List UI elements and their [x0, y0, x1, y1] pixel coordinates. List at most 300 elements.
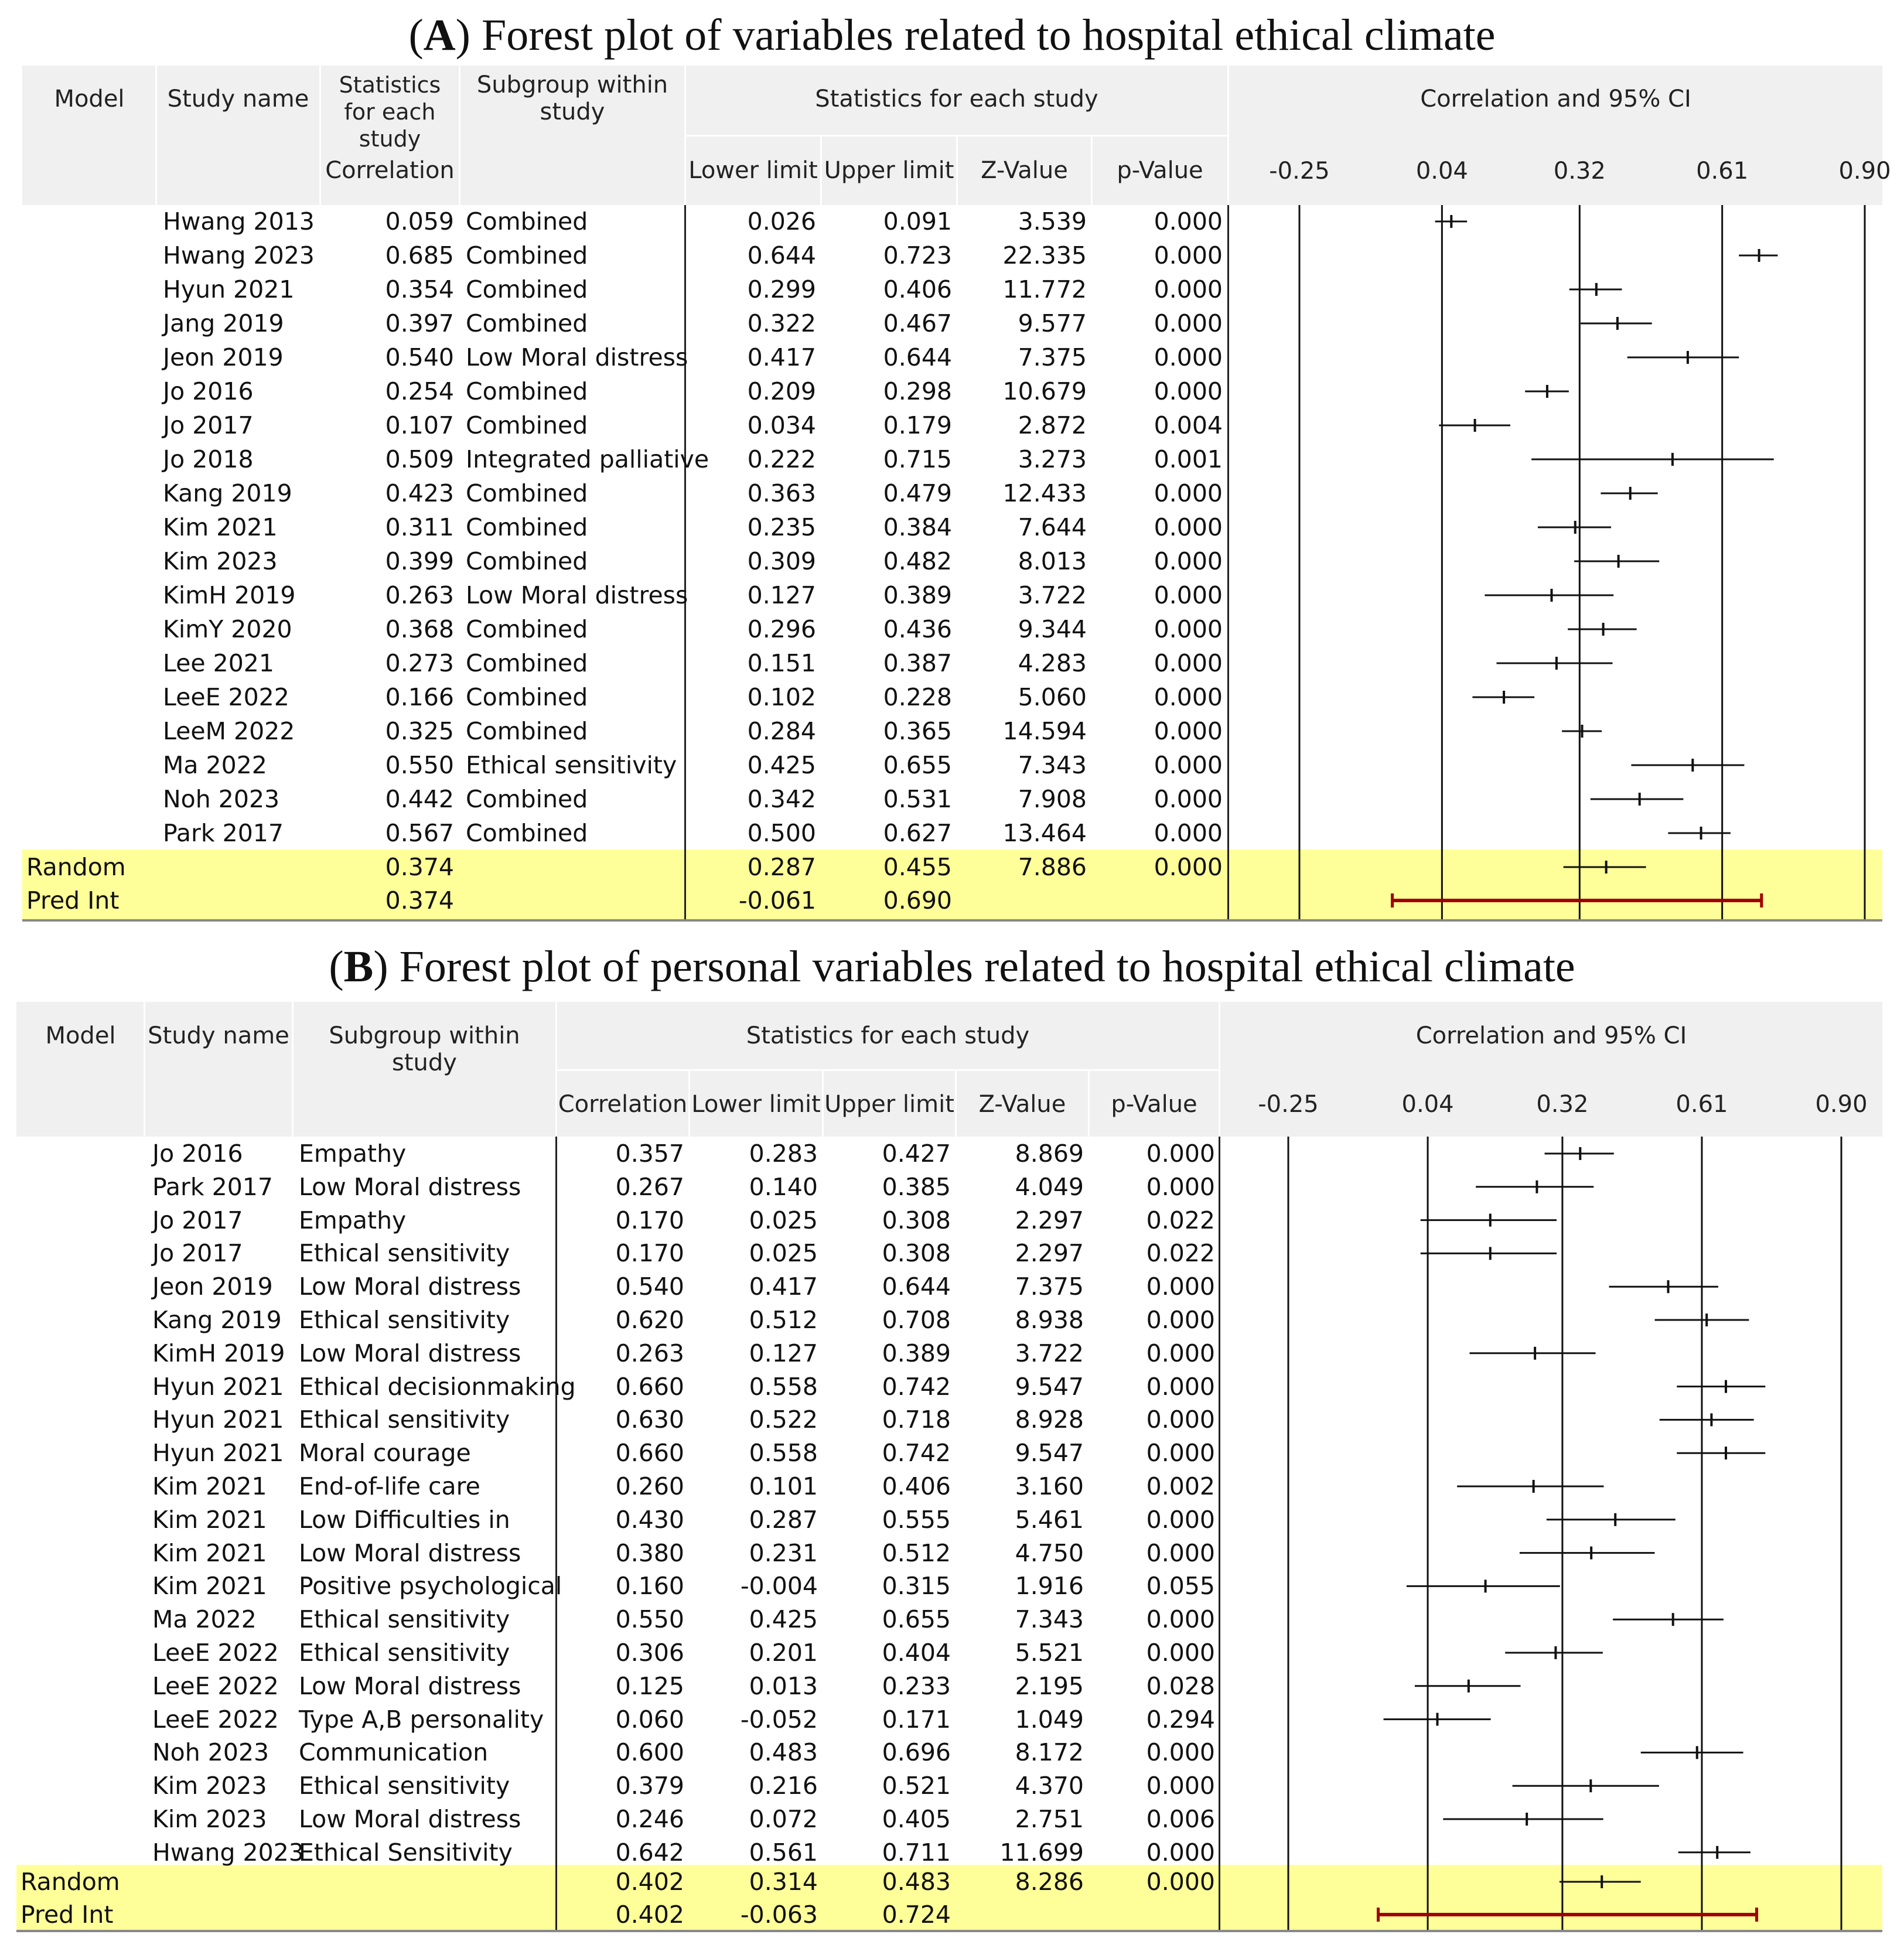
cell-study-name: Kim 2021 — [152, 1472, 267, 1500]
cell-upper-limit: 0.308 — [882, 1206, 951, 1234]
cell-z-value: 7.644 — [1018, 513, 1087, 541]
cell-subgroup: Communication — [299, 1738, 489, 1767]
cell-subgroup: Ethical Sensitivity — [299, 1838, 513, 1867]
cell-subgroup: Low Moral distress — [299, 1671, 521, 1700]
cell-lower-limit: 0.034 — [747, 411, 816, 439]
cell-subgroup: Ethical sensitivity — [299, 1605, 510, 1634]
cell-correlation: 0.246 — [615, 1805, 684, 1833]
cell-study-name: Kim 2023 — [152, 1805, 267, 1833]
cell-upper-limit: 0.512 — [882, 1538, 951, 1567]
panel-b-letter: B — [343, 942, 374, 991]
cell-subgroup: Ethical sensitivity — [299, 1306, 510, 1334]
cell-z-value: 9.547 — [1015, 1439, 1084, 1468]
cell-subgroup: Combined — [466, 479, 588, 507]
header-subgroup: Subgroup within study — [476, 71, 668, 125]
cell-study-name: Jeon 2019 — [152, 1272, 273, 1301]
cell-z-value: 13.464 — [1002, 819, 1087, 847]
cell-lower-limit: 0.151 — [747, 649, 816, 677]
cell-correlation: 0.630 — [615, 1405, 684, 1434]
cell-upper-limit: 0.711 — [882, 1838, 951, 1867]
panel-a-title-text: Forest plot of variables related to hospital ethical climate — [481, 11, 1496, 60]
cell-lower-limit: 0.558 — [749, 1439, 818, 1468]
header-b-correlation: Correlation — [558, 1091, 688, 1118]
summary-corr: 0.402 — [615, 1868, 684, 1896]
cell-lower-limit: 0.425 — [747, 751, 816, 779]
cell-z-value: 11.699 — [999, 1838, 1084, 1867]
cell-correlation: 0.311 — [385, 513, 454, 541]
cell-study-name: KimH 2019 — [152, 1339, 285, 1367]
cell-study-name: Jo 2017 — [163, 411, 254, 439]
cell-study-name: Kim 2021 — [152, 1505, 267, 1534]
cell-study-name: Jo 2017 — [152, 1239, 243, 1268]
cell-z-value: 9.577 — [1018, 309, 1087, 337]
cell-upper-limit: 0.298 — [883, 377, 952, 405]
cell-subgroup: Low Moral distress — [466, 343, 688, 371]
cell-p-value: 0.000 — [1146, 1772, 1215, 1800]
panel-a-letter: A — [423, 11, 456, 60]
cell-lower-limit: 0.363 — [747, 479, 816, 507]
summary-z: 8.286 — [1015, 1868, 1084, 1896]
cell-p-value: 0.000 — [1146, 1738, 1215, 1767]
cell-subgroup: Low Moral distress — [299, 1538, 521, 1567]
cell-z-value: 9.344 — [1018, 615, 1087, 643]
cell-lower-limit: 0.561 — [749, 1838, 818, 1867]
cell-study-name: Hwang 2013 — [163, 207, 315, 236]
cell-study-name: Noh 2023 — [152, 1738, 269, 1767]
cell-p-value: 0.000 — [1154, 751, 1223, 779]
cell-correlation: 0.540 — [615, 1272, 684, 1301]
cell-lower-limit: 0.342 — [747, 785, 816, 813]
summary-corr: 0.402 — [615, 1901, 684, 1929]
cell-z-value: 7.343 — [1015, 1605, 1084, 1634]
summary-label: Pred Int — [26, 886, 120, 915]
cell-lower-limit: 0.283 — [749, 1140, 818, 1168]
summary-label: Random — [26, 853, 126, 881]
cell-study-name: Hyun 2021 — [152, 1439, 284, 1468]
cell-correlation: 0.170 — [615, 1206, 684, 1234]
axis-tick-label: 0.90 — [1815, 1091, 1868, 1118]
axis-tick-label: 0.61 — [1696, 158, 1749, 185]
cell-upper-limit: 0.406 — [883, 275, 952, 303]
cell-correlation: 0.263 — [385, 581, 454, 609]
cell-p-value: 0.000 — [1154, 377, 1223, 405]
cell-lower-limit: 0.201 — [749, 1639, 818, 1667]
cell-upper-limit: 0.405 — [882, 1805, 951, 1833]
cell-lower-limit: 0.417 — [749, 1272, 818, 1301]
cell-study-name: Kang 2019 — [152, 1306, 282, 1334]
cell-study-name: Kang 2019 — [163, 479, 292, 507]
cell-upper-limit: 0.531 — [883, 785, 952, 813]
axis-tick-label: 0.04 — [1415, 158, 1468, 185]
cell-upper-limit: 0.696 — [882, 1738, 951, 1767]
cell-correlation: 0.550 — [385, 751, 454, 779]
cell-p-value: 0.000 — [1146, 1272, 1215, 1301]
cell-study-name: Ma 2022 — [152, 1605, 257, 1634]
cell-subgroup: Integrated palliative — [466, 445, 709, 473]
cell-z-value: 7.375 — [1018, 343, 1087, 371]
header-b-subgroup: Subgroup within study — [329, 1022, 520, 1076]
cell-upper-limit: 0.521 — [882, 1772, 951, 1800]
header-b-lower-limit: Lower limit — [691, 1091, 821, 1118]
cell-subgroup: Low Moral distress — [299, 1172, 521, 1201]
cell-p-value: 0.022 — [1146, 1239, 1215, 1268]
cell-p-value: 0.000 — [1146, 1339, 1215, 1367]
cell-study-name: Jo 2016 — [152, 1140, 243, 1168]
cell-study-name: Kim 2021 — [163, 513, 278, 541]
cell-p-value: 0.000 — [1154, 309, 1223, 337]
cell-z-value: 2.297 — [1015, 1239, 1084, 1268]
cell-lower-limit: 0.500 — [747, 819, 816, 847]
cell-z-value: 8.013 — [1018, 547, 1087, 575]
cell-upper-limit: 0.655 — [882, 1605, 951, 1634]
cell-lower-limit: 0.101 — [749, 1472, 818, 1500]
cell-upper-limit: 0.228 — [883, 683, 952, 711]
cell-subgroup: Moral courage — [299, 1439, 471, 1468]
axis-tick-label: 0.32 — [1553, 158, 1606, 185]
cell-study-name: KimH 2019 — [163, 581, 296, 609]
cell-correlation: 0.273 — [385, 649, 454, 677]
cell-upper-limit: 0.171 — [882, 1705, 951, 1734]
cell-subgroup: Low Difficulties in — [299, 1505, 510, 1534]
cell-z-value: 4.049 — [1015, 1172, 1084, 1201]
cell-z-value: 7.375 — [1015, 1272, 1084, 1301]
cell-correlation: 0.660 — [615, 1439, 684, 1468]
cell-subgroup: Combined — [466, 683, 588, 711]
cell-lower-limit: 0.512 — [749, 1306, 818, 1334]
cell-lower-limit: 0.127 — [747, 581, 816, 609]
cell-correlation: 0.160 — [615, 1572, 684, 1601]
header-b-model: Model — [45, 1022, 116, 1049]
cell-lower-limit: 0.483 — [749, 1738, 818, 1767]
cell-correlation: 0.263 — [615, 1339, 684, 1367]
summary-upper: 0.483 — [882, 1868, 951, 1896]
cell-correlation: 0.125 — [615, 1671, 684, 1700]
cell-lower-limit: 0.025 — [749, 1206, 818, 1234]
cell-subgroup: Low Moral distress — [299, 1272, 521, 1301]
cell-z-value: 8.869 — [1015, 1140, 1084, 1168]
cell-upper-limit: 0.644 — [882, 1272, 951, 1301]
cell-upper-limit: 0.723 — [883, 241, 952, 269]
cell-upper-limit: 0.627 — [883, 819, 952, 847]
cell-lower-limit: 0.013 — [749, 1671, 818, 1700]
cell-lower-limit: -0.004 — [740, 1572, 818, 1601]
panel-b-title-text: Forest plot of personal variables related to hospital ethical climate — [399, 942, 1575, 991]
cell-correlation: 0.060 — [615, 1705, 684, 1734]
cell-upper-limit: 0.718 — [882, 1405, 951, 1434]
summary-z: 7.886 — [1018, 853, 1087, 881]
cell-lower-limit: 0.102 — [747, 683, 816, 711]
cell-lower-limit: 0.025 — [749, 1239, 818, 1268]
cell-study-name: Hwang 2023 — [163, 241, 315, 269]
axis-tick-label: 0.04 — [1401, 1091, 1454, 1118]
cell-correlation: 0.059 — [385, 207, 454, 236]
summary-lower: -0.063 — [740, 1901, 818, 1929]
cell-z-value: 9.547 — [1015, 1372, 1084, 1401]
cell-p-value: 0.000 — [1146, 1639, 1215, 1667]
cell-lower-limit: 0.417 — [747, 343, 816, 371]
cell-subgroup: Combined — [466, 411, 588, 439]
summary-p: 0.000 — [1154, 853, 1223, 881]
cell-correlation: 0.107 — [385, 411, 454, 439]
cell-subgroup: Ethical sensitivity — [299, 1639, 510, 1667]
cell-subgroup: Positive psychological — [299, 1572, 562, 1601]
summary-corr: 0.374 — [385, 853, 454, 881]
cell-subgroup: Combined — [466, 785, 588, 813]
cell-upper-limit: 0.387 — [883, 649, 952, 677]
cell-correlation: 0.430 — [615, 1505, 684, 1534]
cell-p-value: 0.000 — [1146, 1372, 1215, 1401]
cell-z-value: 10.679 — [1002, 377, 1087, 405]
cell-upper-limit: 0.406 — [882, 1472, 951, 1500]
cell-z-value: 4.283 — [1018, 649, 1087, 677]
cell-z-value: 5.461 — [1015, 1505, 1084, 1534]
cell-p-value: 0.000 — [1146, 1140, 1215, 1168]
panel-b-title: (B) Forest plot of personal variables related to hospital ethical climate — [329, 942, 1575, 991]
cell-p-value: 0.000 — [1154, 785, 1223, 813]
header-ci: Correlation and 95% CI — [1420, 86, 1691, 112]
cell-correlation: 0.254 — [385, 377, 454, 405]
header-upper-limit: Upper limit — [824, 157, 954, 184]
axis-tick-label: 0.90 — [1838, 158, 1891, 185]
cell-lower-limit: 0.322 — [747, 309, 816, 337]
cell-z-value: 5.060 — [1018, 683, 1087, 711]
cell-upper-limit: 0.233 — [882, 1671, 951, 1700]
cell-p-value: 0.006 — [1146, 1805, 1215, 1833]
summary-label: Pred Int — [21, 1901, 114, 1929]
axis-tick-label: -0.25 — [1258, 1091, 1319, 1118]
axis-tick-label: 0.61 — [1676, 1091, 1728, 1118]
cell-p-value: 0.000 — [1146, 1538, 1215, 1567]
cell-p-value: 0.000 — [1154, 275, 1223, 303]
summary-upper: 0.455 — [883, 853, 952, 881]
cell-subgroup: Combined — [466, 615, 588, 643]
cell-upper-limit: 0.365 — [883, 717, 952, 745]
cell-z-value: 4.370 — [1015, 1772, 1084, 1800]
cell-subgroup: Combined — [466, 513, 588, 541]
cell-subgroup: Combined — [466, 547, 588, 575]
cell-lower-limit: 0.644 — [747, 241, 816, 269]
cell-study-name: Lee 2021 — [163, 649, 274, 677]
cell-p-value: 0.000 — [1154, 479, 1223, 507]
cell-lower-limit: 0.558 — [749, 1372, 818, 1401]
cell-p-value: 0.002 — [1146, 1472, 1215, 1500]
summary-lower: 0.287 — [747, 853, 816, 881]
cell-correlation: 0.397 — [385, 309, 454, 337]
header-b-p-value: p-Value — [1111, 1091, 1197, 1118]
cell-study-name: Jo 2017 — [152, 1206, 243, 1234]
cell-subgroup: Combined — [466, 241, 588, 269]
cell-lower-limit: -0.052 — [740, 1705, 818, 1734]
cell-subgroup: Ethical decisionmaking — [299, 1372, 576, 1401]
cell-z-value: 7.343 — [1018, 751, 1087, 779]
header-p-value: p-Value — [1117, 157, 1203, 184]
cell-z-value: 3.722 — [1015, 1339, 1084, 1367]
cell-lower-limit: 0.425 — [749, 1605, 818, 1634]
cell-correlation: 0.357 — [615, 1140, 684, 1168]
cell-study-name: Park 2017 — [163, 819, 284, 847]
cell-upper-limit: 0.555 — [882, 1505, 951, 1534]
axis-tick-label: 0.32 — [1536, 1091, 1589, 1118]
cell-z-value: 4.750 — [1015, 1538, 1084, 1567]
header-b-ci: Correlation and 95% CI — [1415, 1022, 1687, 1049]
cell-lower-limit: 0.284 — [747, 717, 816, 745]
cell-study-name: Hwang 2023 — [152, 1838, 304, 1867]
cell-subgroup: Ethical sensitivity — [299, 1772, 510, 1800]
cell-study-name: Jo 2018 — [163, 445, 254, 473]
cell-study-name: Kim 2023 — [163, 547, 278, 575]
cell-study-name: Jo 2016 — [163, 377, 254, 405]
cell-correlation: 0.423 — [385, 479, 454, 507]
cell-upper-limit: 0.091 — [883, 207, 952, 236]
cell-upper-limit: 0.436 — [883, 615, 952, 643]
cell-z-value: 12.433 — [1002, 479, 1087, 507]
cell-study-name: Hyun 2021 — [163, 275, 295, 303]
cell-p-value: 0.000 — [1154, 241, 1223, 269]
cell-study-name: Park 2017 — [152, 1172, 273, 1201]
summary-upper: 0.724 — [882, 1901, 951, 1929]
cell-subgroup: Ethical sensitivity — [299, 1239, 510, 1268]
cell-z-value: 5.521 — [1015, 1639, 1084, 1667]
cell-z-value: 2.751 — [1015, 1805, 1084, 1833]
axis-tick-label: -0.25 — [1269, 158, 1330, 185]
cell-subgroup: Type A,B personality — [299, 1705, 544, 1734]
summary-corr: 0.374 — [385, 886, 454, 915]
cell-z-value: 11.772 — [1002, 275, 1087, 303]
header-stats-for: Statistics for each study — [339, 72, 441, 152]
cell-correlation: 0.306 — [615, 1639, 684, 1667]
cell-correlation: 0.442 — [385, 785, 454, 813]
cell-p-value: 0.000 — [1154, 343, 1223, 371]
cell-study-name: Jang 2019 — [163, 309, 284, 337]
cell-upper-limit: 0.742 — [882, 1372, 951, 1401]
cell-p-value: 0.000 — [1154, 513, 1223, 541]
cell-upper-limit: 0.389 — [882, 1339, 951, 1367]
cell-p-value: 0.000 — [1154, 615, 1223, 643]
cell-upper-limit: 0.655 — [883, 751, 952, 779]
cell-correlation: 0.550 — [615, 1605, 684, 1634]
cell-z-value: 7.908 — [1018, 785, 1087, 813]
cell-p-value: 0.000 — [1146, 1605, 1215, 1634]
cell-subgroup: Combined — [466, 275, 588, 303]
cell-z-value: 2.872 — [1018, 411, 1087, 439]
cell-subgroup: Ethical sensitivity — [299, 1405, 510, 1434]
cell-p-value: 0.000 — [1154, 717, 1223, 745]
cell-subgroup: Low Moral distress — [299, 1339, 521, 1367]
cell-z-value: 3.539 — [1018, 207, 1087, 236]
cell-z-value: 14.594 — [1002, 717, 1087, 745]
cell-z-value: 2.297 — [1015, 1206, 1084, 1234]
header-lower-limit: Lower limit — [688, 157, 818, 184]
cell-correlation: 0.509 — [385, 445, 454, 473]
cell-upper-limit: 0.179 — [883, 411, 952, 439]
cell-correlation: 0.267 — [615, 1172, 684, 1201]
header-z-value: Z-Value — [981, 157, 1068, 184]
cell-correlation: 0.660 — [615, 1372, 684, 1401]
cell-p-value: 0.000 — [1146, 1838, 1215, 1867]
header-correlation: Correlation — [325, 157, 455, 184]
cell-upper-limit: 0.404 — [882, 1639, 951, 1667]
header-b-upper-limit: Upper limit — [824, 1091, 954, 1118]
header-model: Model — [54, 86, 125, 112]
cell-p-value: 0.000 — [1146, 1172, 1215, 1201]
cell-p-value: 0.000 — [1154, 649, 1223, 677]
cell-subgroup: Ethical sensitivity — [466, 751, 677, 779]
cell-subgroup: End-of-life care — [299, 1472, 480, 1500]
cell-correlation: 0.380 — [615, 1538, 684, 1567]
cell-p-value: 0.055 — [1146, 1572, 1215, 1601]
cell-upper-limit: 0.389 — [883, 581, 952, 609]
cell-correlation: 0.170 — [615, 1239, 684, 1268]
cell-subgroup: Empathy — [299, 1206, 407, 1234]
cell-correlation: 0.600 — [615, 1738, 684, 1767]
cell-correlation: 0.540 — [385, 343, 454, 371]
cell-z-value: 2.195 — [1015, 1671, 1084, 1700]
cell-correlation: 0.368 — [385, 615, 454, 643]
cell-correlation: 0.379 — [615, 1772, 684, 1800]
cell-p-value: 0.000 — [1154, 683, 1223, 711]
cell-p-value: 0.004 — [1154, 411, 1223, 439]
cell-lower-limit: 0.231 — [749, 1538, 818, 1567]
cell-upper-limit: 0.482 — [883, 547, 952, 575]
summary-lower: 0.314 — [749, 1868, 818, 1896]
cell-subgroup: Low Moral distress — [299, 1805, 521, 1833]
cell-correlation: 0.399 — [385, 547, 454, 575]
cell-study-name: LeeM 2022 — [163, 717, 295, 745]
cell-lower-limit: 0.072 — [749, 1805, 818, 1833]
cell-p-value: 0.028 — [1146, 1671, 1215, 1700]
cell-upper-limit: 0.315 — [882, 1572, 951, 1601]
cell-z-value: 8.938 — [1015, 1306, 1084, 1334]
cell-upper-limit: 0.708 — [882, 1306, 951, 1334]
panel-a-title: (A) Forest plot of variables related to hospital ethical climate — [408, 11, 1496, 60]
cell-p-value: 0.000 — [1154, 207, 1223, 236]
cell-upper-limit: 0.479 — [883, 479, 952, 507]
cell-study-name: Kim 2021 — [152, 1538, 267, 1567]
cell-upper-limit: 0.644 — [883, 343, 952, 371]
cell-subgroup: Combined — [466, 207, 588, 236]
cell-study-name: LeeE 2022 — [152, 1671, 279, 1700]
cell-lower-limit: 0.296 — [747, 615, 816, 643]
cell-z-value: 1.049 — [1015, 1705, 1084, 1734]
header-b-study-name: Study name — [148, 1022, 289, 1049]
cell-lower-limit: 0.235 — [747, 513, 816, 541]
summary-upper: 0.690 — [883, 886, 952, 915]
cell-p-value: 0.000 — [1154, 581, 1223, 609]
cell-z-value: 22.335 — [1002, 241, 1087, 269]
cell-subgroup: Combined — [466, 717, 588, 745]
cell-upper-limit: 0.715 — [883, 445, 952, 473]
cell-p-value: 0.022 — [1146, 1206, 1215, 1234]
cell-study-name: Hyun 2021 — [152, 1372, 284, 1401]
cell-correlation: 0.567 — [385, 819, 454, 847]
cell-p-value: 0.000 — [1154, 819, 1223, 847]
cell-p-value: 0.000 — [1146, 1306, 1215, 1334]
cell-p-value: 0.001 — [1154, 445, 1223, 473]
cell-lower-limit: 0.026 — [747, 207, 816, 236]
cell-study-name: Hyun 2021 — [152, 1405, 284, 1434]
cell-study-name: LeeE 2022 — [152, 1639, 279, 1667]
cell-subgroup: Combined — [466, 649, 588, 677]
cell-subgroup: Empathy — [299, 1140, 407, 1168]
cell-upper-limit: 0.427 — [882, 1140, 951, 1168]
cell-correlation: 0.642 — [615, 1838, 684, 1867]
cell-z-value: 1.916 — [1015, 1572, 1084, 1601]
cell-correlation: 0.354 — [385, 275, 454, 303]
cell-correlation: 0.260 — [615, 1472, 684, 1500]
cell-upper-limit: 0.467 — [883, 309, 952, 337]
cell-subgroup: Low Moral distress — [466, 581, 688, 609]
cell-study-name: Noh 2023 — [163, 785, 280, 813]
